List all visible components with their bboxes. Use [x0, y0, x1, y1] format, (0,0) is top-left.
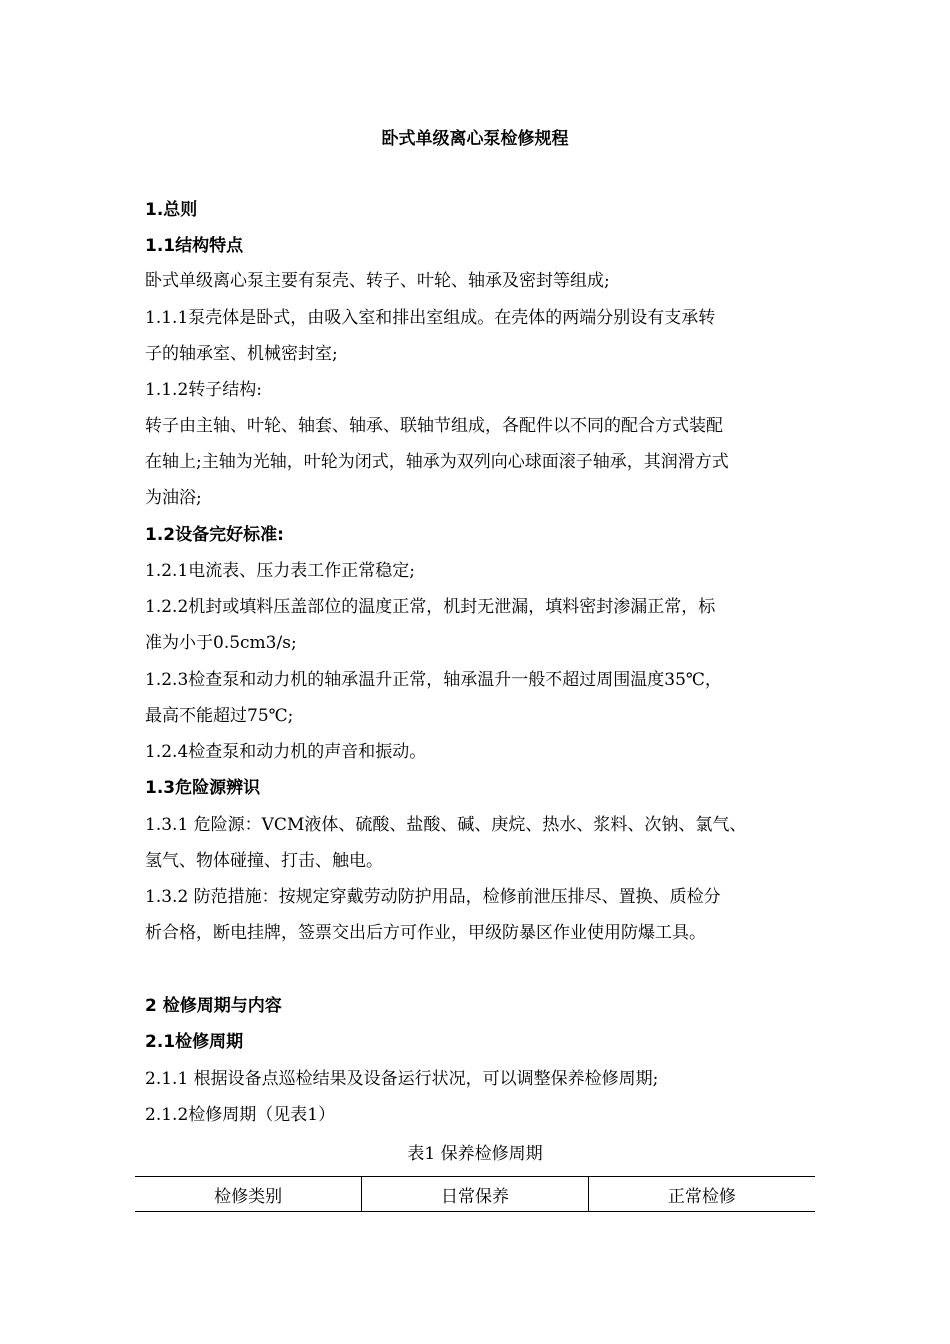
table-header-cell: 正常检修	[588, 1177, 815, 1212]
body-text-line: 最高不能超过75℃;	[145, 706, 294, 726]
body-text-line: 准为小于0.5cm3/s;	[145, 633, 297, 653]
section-heading: 1.3危险源辨识	[145, 778, 261, 798]
body-text-line: 为油浴;	[145, 488, 202, 508]
body-text-line: 1.1.1泵壳体是卧式，由吸入室和排出室组成。在壳体的两端分别设有支承转	[145, 308, 716, 328]
table-header-row	[135, 1177, 815, 1212]
table-caption: 表1 保养检修周期	[407, 1144, 543, 1164]
body-text-line: 氢气、物体碰撞、打击、触电。	[145, 851, 383, 871]
body-text-line: 2.1.2检修周期（见表1）	[145, 1105, 336, 1125]
body-text-line: 转子由主轴、叶轮、轴套、轴承、联轴节组成，各配件以不同的配合方式装配	[145, 416, 723, 436]
body-text-line: 1.3.1 危险源：VCM液体、硫酸、盐酸、碱、庚烷、热水、浆料、次钠、氯气、	[145, 815, 747, 835]
body-text-line: 1.2.3检查泵和动力机的轴承温升正常，轴承温升一般不超过周围温度35℃，	[145, 670, 722, 690]
section-heading: 1.2设备完好标准:	[145, 525, 284, 545]
body-text-line: 1.1.2转子结构:	[145, 380, 262, 400]
body-text-line: 2.1.1 根据设备点巡检结果及设备运行状况，可以调整保养检修周期;	[145, 1069, 659, 1089]
maintenance-cycle-table	[135, 1176, 815, 1212]
section-heading: 1.1结构特点	[145, 236, 244, 256]
table-header-cell: 检修类别	[135, 1177, 362, 1212]
table-header-cell: 日常保养	[362, 1177, 589, 1212]
body-text-line: 1.2.2机封或填料压盖部位的温度正常，机封无泄漏，填料密封渗漏正常，标	[145, 597, 716, 617]
section-heading: 2 检修周期与内容	[145, 996, 282, 1016]
section-heading: 2.1检修周期	[145, 1032, 244, 1052]
body-text-line: 析合格，断电挂牌，签票交出后方可作业，甲级防暴区作业使用防爆工具。	[145, 923, 706, 943]
body-text-line: 1.2.4检查泵和动力机的声音和振动。	[145, 742, 427, 762]
body-text-line: 在轴上;主轴为光轴，叶轮为闭式，轴承为双列向心球面滚子轴承，其润滑方式	[145, 452, 729, 472]
body-text-line: 1.2.1电流表、压力表工作正常稳定;	[145, 561, 415, 581]
body-text-line: 卧式单级离心泵主要有泵壳、转子、叶轮、轴承及密封等组成;	[145, 271, 610, 291]
document-title: 卧式单级离心泵检修规程	[381, 129, 569, 149]
body-text-line: 子的轴承室、机械密封室;	[145, 344, 338, 364]
body-text-line: 1.3.2 防范措施：按规定穿戴劳动防护用品，检修前泄压排尽、置换、质检分	[145, 887, 721, 907]
section-heading: 1.总则	[145, 200, 198, 220]
